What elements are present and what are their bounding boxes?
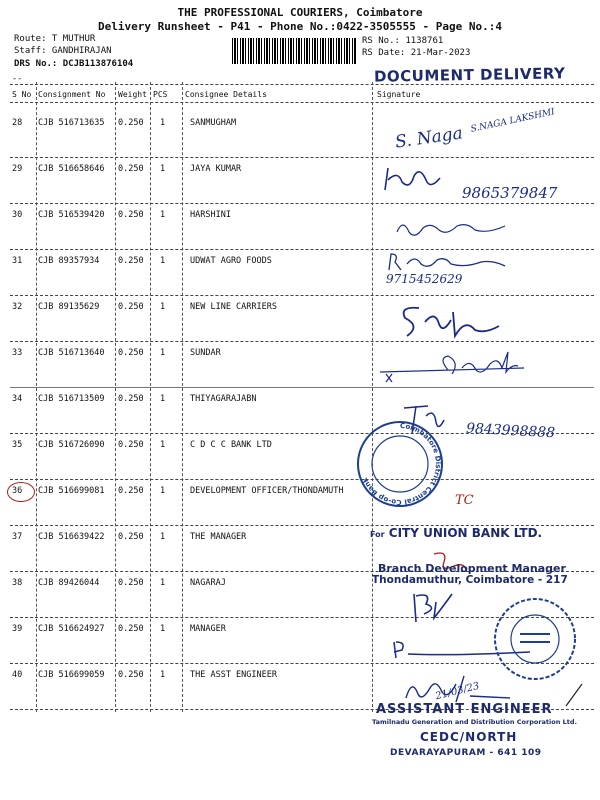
- row-consignee: THIYAGARAJABN: [190, 394, 257, 404]
- row-weight: 0.250: [118, 486, 144, 496]
- row-consignee: UDWAT AGRO FOODS: [190, 256, 272, 266]
- row-sno: 36: [12, 486, 23, 496]
- row-weight: 0.250: [118, 164, 144, 174]
- row-rule: [10, 295, 594, 296]
- row-consignment: CJB 516726090: [38, 440, 105, 450]
- row-consignee: THE MANAGER: [190, 532, 247, 542]
- row-consignment: CJB 89426044: [38, 578, 100, 588]
- row31-signature: [385, 250, 515, 274]
- barcode: [232, 38, 356, 64]
- ae-org: Tamilnadu Generation and Distribution Corporation Ltd.: [372, 718, 577, 726]
- row29-phone: 9865379847: [462, 184, 558, 202]
- row32-signature: [395, 300, 505, 342]
- row-pcs: 1: [160, 394, 166, 404]
- row-pcs: 1: [160, 578, 166, 588]
- row-weight: 0.250: [118, 302, 144, 312]
- row-consignment: CJB 516713640: [38, 348, 105, 358]
- row-consignment: CJB 516713509: [38, 394, 105, 404]
- ae-place: DEVARAYAPURAM - 641 109: [390, 748, 542, 758]
- cdcc-seal-text: Coimbatore District Central Co-op Bank: [360, 421, 442, 507]
- row-pcs: 1: [160, 624, 166, 634]
- row-weight: 0.250: [118, 440, 144, 450]
- table-top-rule: [10, 84, 594, 85]
- row-consignment: CJB 516713635: [38, 118, 105, 128]
- row-rule: [10, 387, 594, 388]
- row-consignee: MANAGER: [190, 624, 226, 634]
- row-sno: 40: [12, 670, 23, 680]
- runsheet-title: Delivery Runsheet - P41 - Phone No.:0422-3505555 - Page No.:4: [98, 20, 502, 33]
- row-consignee: JAYA KUMAR: [190, 164, 242, 174]
- row-consignment: CJB 516699059: [38, 670, 105, 680]
- ae-unit: CEDC/NORTH: [420, 730, 518, 744]
- drs-number: DRS No.: DCJB113876104: [14, 59, 134, 69]
- row-weight: 0.250: [118, 394, 144, 404]
- row-sno: 34: [12, 394, 23, 404]
- row28-signature: S. Naga: [393, 123, 464, 153]
- row-sno: 31: [12, 256, 23, 266]
- row-consignment: CJB 516699081: [38, 486, 105, 496]
- row-rule: [10, 341, 594, 342]
- row-consignment: CJB 516624927: [38, 624, 105, 634]
- row-sno: 29: [12, 164, 23, 174]
- route-label: Route: T MUTHUR: [14, 34, 96, 44]
- row-rule: [10, 479, 594, 480]
- row34-phone: 9843998888: [465, 420, 556, 442]
- rs-number: RS No.: 1138761: [362, 36, 444, 46]
- top-marks: --: [12, 74, 23, 84]
- row-pcs: 1: [160, 256, 166, 266]
- cdcc-seal: [354, 418, 446, 510]
- row-sno: 32: [12, 302, 23, 312]
- row-weight: 0.250: [118, 348, 144, 358]
- row-weight: 0.250: [118, 578, 144, 588]
- svg-text:Coimbatore District Central Co: [361, 422, 442, 506]
- row-sno: 28: [12, 118, 23, 128]
- row-consignee: SANMUGHAM: [190, 118, 237, 128]
- office-seal: [490, 594, 580, 684]
- bdm-place: Thondamuthur, Coimbatore - 217: [372, 574, 568, 586]
- row-pcs: 1: [160, 118, 166, 128]
- row-consignment: CJB 89135629: [38, 302, 100, 312]
- row-consignment: CJB 516639422: [38, 532, 105, 542]
- row30-signature: [395, 214, 525, 244]
- row-consignment: CJB 89357934: [38, 256, 100, 266]
- rs-date: RS Date: 21-Mar-2023: [362, 48, 471, 58]
- row-pcs: 1: [160, 210, 166, 220]
- bank-stamp: [370, 526, 542, 540]
- row40-date: 21/03/23: [434, 680, 481, 703]
- col-weight: Weight: [118, 90, 147, 99]
- row33-signature: [378, 348, 528, 386]
- row-pcs: 1: [160, 670, 166, 680]
- row-weight: 0.250: [118, 118, 144, 128]
- row-consignee: THE ASST ENGINEER: [190, 670, 277, 680]
- row-consignee: HARSHINI: [190, 210, 231, 220]
- row-consignee: SUNDAR: [190, 348, 221, 358]
- row36-initials: TC: [455, 493, 474, 508]
- row-consignment: CJB 516539420: [38, 210, 105, 220]
- row-sno: 39: [12, 624, 23, 634]
- row-pcs: 1: [160, 302, 166, 312]
- row-pcs: 1: [160, 440, 166, 450]
- row-pcs: 1: [160, 348, 166, 358]
- row-sno: 37: [12, 532, 23, 542]
- bdm-title: Branch Development Manager: [378, 562, 566, 575]
- row-consignee: NEW LINE CARRIERS: [190, 302, 277, 312]
- row-weight: 0.250: [118, 210, 144, 220]
- ae-title: ASSISTANT ENGINEER: [376, 702, 553, 717]
- row-weight: 0.250: [118, 532, 144, 542]
- header-rule: [10, 102, 594, 103]
- row-consignee: DEVELOPMENT OFFICER/THONDAMUTH: [190, 486, 344, 496]
- row-consignee: C D C C BANK LTD: [190, 440, 272, 450]
- col-signature: Signature: [377, 90, 421, 99]
- row-weight: 0.250: [118, 624, 144, 634]
- col-consignee: Consignee Details: [185, 90, 267, 99]
- row-weight: 0.250: [118, 670, 144, 680]
- row29-signature: [380, 160, 470, 200]
- row-pcs: 1: [160, 164, 166, 174]
- row-sno: 38: [12, 578, 23, 588]
- bank-name: CITY UNION BANK LTD.: [388, 526, 543, 540]
- row-pcs: 1: [160, 532, 166, 542]
- col-consignment: Consignment No: [38, 90, 106, 99]
- row-consignee: NAGARAJ: [190, 578, 226, 588]
- row-rule: [10, 203, 594, 204]
- bank-prefix: For: [370, 530, 385, 539]
- row-sno: 30: [12, 210, 23, 220]
- row-consignment: CJB 516658646: [38, 164, 105, 174]
- row31-phone: 9715452629: [386, 272, 463, 286]
- company-title: THE PROFESSIONAL COURIERS, Coimbatore: [177, 6, 423, 19]
- row38-signature: [408, 588, 468, 628]
- row28-name: S.NAGA LAKSHMI: [469, 107, 556, 135]
- document-delivery-stamp: DOCUMENT DELIVERY: [373, 64, 566, 86]
- staff-label: Staff: GANDHIRAJAN: [14, 46, 112, 56]
- col-pcs: PCS: [153, 90, 168, 99]
- row-pcs: 1: [160, 486, 166, 496]
- col-sno: S No: [12, 90, 32, 99]
- row-rule: [10, 157, 594, 158]
- row-sno: 35: [12, 440, 23, 450]
- row-sno: 33: [12, 348, 23, 358]
- row-weight: 0.250: [118, 256, 144, 266]
- pen-stroke: [560, 680, 590, 710]
